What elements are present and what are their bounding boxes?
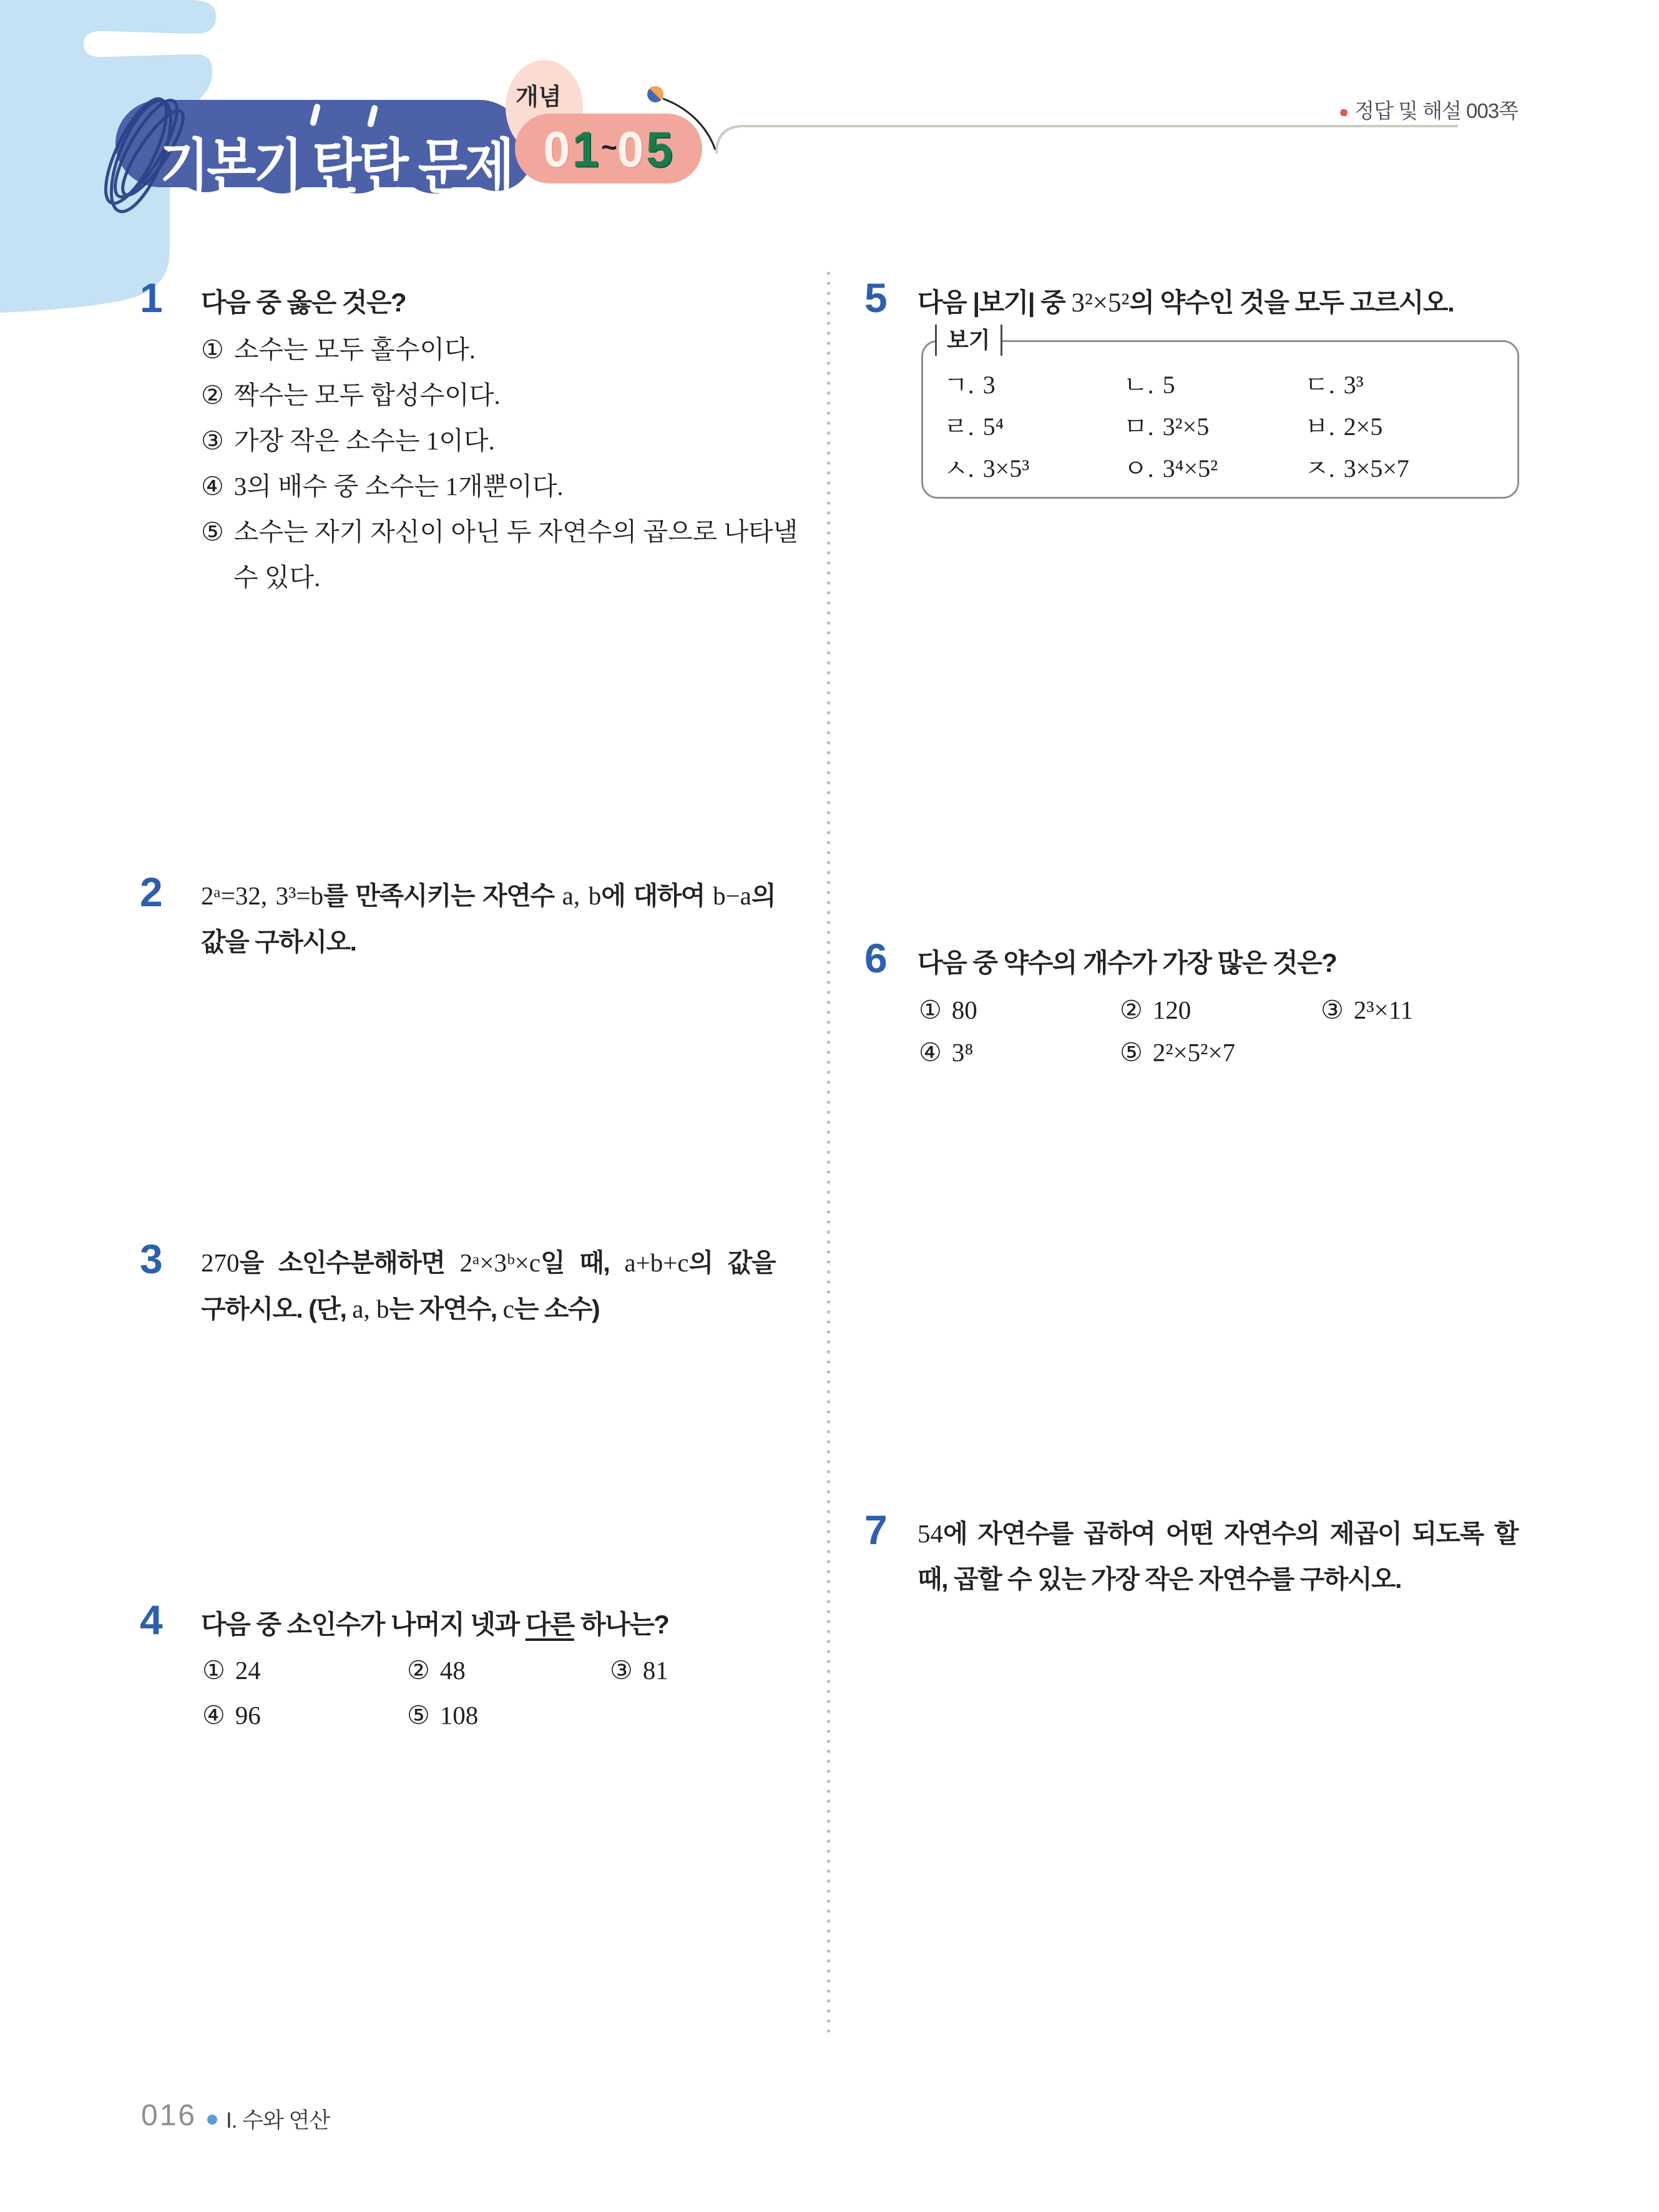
item-marker: ㄹ. xyxy=(944,413,974,441)
title-text: 다음 |보기| 중 xyxy=(918,288,1072,317)
boki-item xyxy=(1123,407,1209,443)
korean-text: 는 소수) xyxy=(514,1294,600,1323)
boki-item xyxy=(944,449,1029,484)
title-text: 다음 중 소인수가 나머지 넷과 xyxy=(201,1610,526,1639)
math-expression: a, b xyxy=(352,1294,389,1323)
item-value: 2×5 xyxy=(1343,413,1383,441)
footer-chapter: I. 수와 연산 xyxy=(226,2108,330,2133)
column-divider xyxy=(827,268,830,2038)
item-marker: ㄱ. xyxy=(944,371,974,399)
option-marker: ① xyxy=(202,1656,225,1685)
item-marker: ㄴ. xyxy=(1123,371,1154,399)
problem-text-line: 값을 구하시오. xyxy=(201,927,356,956)
range-tilde: ~ xyxy=(601,131,617,164)
math-expression: b−a xyxy=(713,881,751,910)
korean-text: 구하시오. (단, xyxy=(201,1294,353,1323)
option-marker: ③ xyxy=(610,1656,633,1685)
range-digit: 0 xyxy=(617,122,647,178)
math-expression: 3²×5² xyxy=(1071,288,1130,318)
title-text: 의 약수인 것을 모두 고르시오. xyxy=(1129,288,1454,317)
item-marker: ㅇ. xyxy=(1123,454,1154,482)
option-text: 짝수는 모두 합성수이다. xyxy=(233,381,501,409)
problem-text-line xyxy=(201,1288,599,1325)
korean-text: 에 대하여 xyxy=(601,881,713,910)
option-marker: ④ xyxy=(201,472,224,501)
option-item xyxy=(919,1037,974,1067)
option-marker: ⑤ xyxy=(1120,1038,1143,1067)
concept-label: 개념 xyxy=(516,84,562,110)
item-marker: ㄷ. xyxy=(1304,371,1335,399)
range-digit: 5 xyxy=(646,122,675,178)
item-value: 3 xyxy=(982,371,996,399)
problem-number: 1 xyxy=(140,275,163,321)
item-value: 3×5×7 xyxy=(1343,454,1409,482)
problem-number: 4 xyxy=(140,1597,163,1643)
korean-text: 의 xyxy=(751,881,775,910)
korean-text: 일 때, xyxy=(541,1248,625,1277)
option-item xyxy=(202,1700,261,1730)
option-item xyxy=(1321,995,1413,1025)
boki-item xyxy=(1123,449,1218,484)
item-marker: ㅂ. xyxy=(1304,413,1335,441)
boki-item xyxy=(1123,365,1175,401)
item-value: 3⁴×5² xyxy=(1162,454,1218,482)
option-value: 108 xyxy=(439,1701,479,1730)
problem-title xyxy=(201,1604,668,1642)
option-marker: ② xyxy=(201,381,224,409)
problem-text-line xyxy=(918,1513,1518,1550)
option-item xyxy=(610,1655,668,1685)
problem-number: 2 xyxy=(140,869,163,915)
option-text: 소수는 모두 홀수이다. xyxy=(233,335,476,364)
korean-text: 에 자연수를 곱하여 어떤 자연수의 제곱이 되도록 할 xyxy=(943,1519,1518,1548)
option-marker: ② xyxy=(1120,996,1143,1024)
option-value: 120 xyxy=(1152,996,1192,1024)
option-marker: ⑤ xyxy=(407,1701,430,1730)
ball-decoration xyxy=(647,86,663,102)
option-value: 2²×5²×7 xyxy=(1152,1038,1236,1067)
range-digit: 0 xyxy=(543,122,572,178)
boki-item xyxy=(1304,407,1382,443)
math-expression: a+b+c xyxy=(624,1248,689,1277)
option-line xyxy=(201,374,501,411)
option-marker: ③ xyxy=(201,426,224,455)
option-item xyxy=(407,1655,466,1685)
problem-number: 5 xyxy=(864,275,888,321)
footer-page-number: 016 xyxy=(141,2099,197,2132)
option-value: 81 xyxy=(642,1656,668,1685)
problem-number: 6 xyxy=(864,935,888,981)
problem-text-line xyxy=(201,1242,775,1279)
option-item xyxy=(1120,995,1191,1025)
option-value: 96 xyxy=(235,1701,261,1730)
option-marker: ④ xyxy=(919,1038,942,1067)
option-marker: ⑤ xyxy=(201,517,224,546)
boki-item xyxy=(944,407,1004,443)
problem-title xyxy=(918,282,1454,320)
footer-dot-icon xyxy=(207,2115,217,2125)
option-value: 24 xyxy=(235,1656,261,1685)
answer-note xyxy=(1186,95,1518,124)
item-value: 3²×5 xyxy=(1162,413,1210,441)
option-value: 3⁸ xyxy=(951,1038,974,1067)
korean-text: 는 자연수, xyxy=(389,1294,503,1323)
item-value: 5 xyxy=(1162,371,1175,399)
math-expression: a, b xyxy=(562,881,602,910)
concept-range xyxy=(523,121,695,178)
answer-note-text: 정답 및 해설 003쪽 xyxy=(1354,99,1518,122)
problem-text-line xyxy=(201,875,775,912)
problem-title: 다음 중 옳은 것은? xyxy=(201,288,406,317)
option-marker: ④ xyxy=(202,1701,225,1730)
option-value: 80 xyxy=(951,996,977,1024)
option-marker: ② xyxy=(407,1656,430,1685)
range-digit: 1 xyxy=(572,122,602,178)
item-marker: ㅅ. xyxy=(944,454,974,482)
item-value: 5⁴ xyxy=(982,413,1004,441)
item-value: 3³ xyxy=(1343,371,1364,399)
item-marker: ㅈ. xyxy=(1304,454,1335,482)
math-expression: c xyxy=(502,1294,514,1323)
problem-text-line: 때, 곱할 수 있는 가장 작은 자연수를 구하시오. xyxy=(918,1565,1401,1593)
title-text: 하나는? xyxy=(574,1610,669,1639)
option-text: 가장 작은 소수는 1이다. xyxy=(233,426,495,455)
option-item xyxy=(1120,1037,1235,1067)
math-expression: 2ᵃ=32, 3³=b xyxy=(201,881,324,910)
option-text: 소수는 자기 자신이 아닌 두 자연수의 곱으로 나타낼 xyxy=(233,517,798,546)
problem-title: 다음 중 약수의 개수가 가장 많은 것은? xyxy=(918,948,1337,977)
red-bullet-icon xyxy=(1340,109,1348,117)
boki-item xyxy=(944,365,996,401)
option-line xyxy=(201,511,798,548)
frame-line xyxy=(717,126,1458,154)
option-value: 2³×11 xyxy=(1353,996,1414,1024)
korean-text: 을 소인수분해하면 xyxy=(239,1248,460,1277)
option-line xyxy=(201,466,564,502)
korean-text: 의 값을 xyxy=(688,1248,775,1277)
problem-number: 7 xyxy=(864,1507,888,1553)
boki-item xyxy=(1304,365,1364,401)
problem-number: 3 xyxy=(140,1236,163,1282)
option-marker: ③ xyxy=(1321,996,1344,1024)
math-expression: 270 xyxy=(201,1248,240,1277)
boki-label: 보기 xyxy=(935,325,1002,356)
option-item xyxy=(407,1700,478,1730)
option-marker: ① xyxy=(201,335,224,364)
item-value: 3×5³ xyxy=(982,454,1030,482)
option-marker: ① xyxy=(919,996,942,1024)
option-continuation: 수 있다. xyxy=(233,563,321,592)
item-marker: ㅁ. xyxy=(1123,413,1154,441)
option-value: 48 xyxy=(439,1656,466,1685)
boki-item xyxy=(1304,449,1409,484)
option-line xyxy=(201,329,476,366)
math-expression: 2ᵃ×3ᵇ×c xyxy=(459,1248,541,1277)
math-expression: 54 xyxy=(918,1519,943,1548)
option-text: 3의 배수 중 소수는 1개뿐이다. xyxy=(233,472,564,501)
option-item xyxy=(919,995,977,1025)
option-item xyxy=(202,1655,261,1685)
option-line xyxy=(201,420,495,457)
korean-text: 를 만족시키는 자연수 xyxy=(323,881,562,910)
banner-title: 기본기 탄탄 문제 xyxy=(159,134,512,200)
title-underlined-word: 다른 xyxy=(525,1610,574,1639)
